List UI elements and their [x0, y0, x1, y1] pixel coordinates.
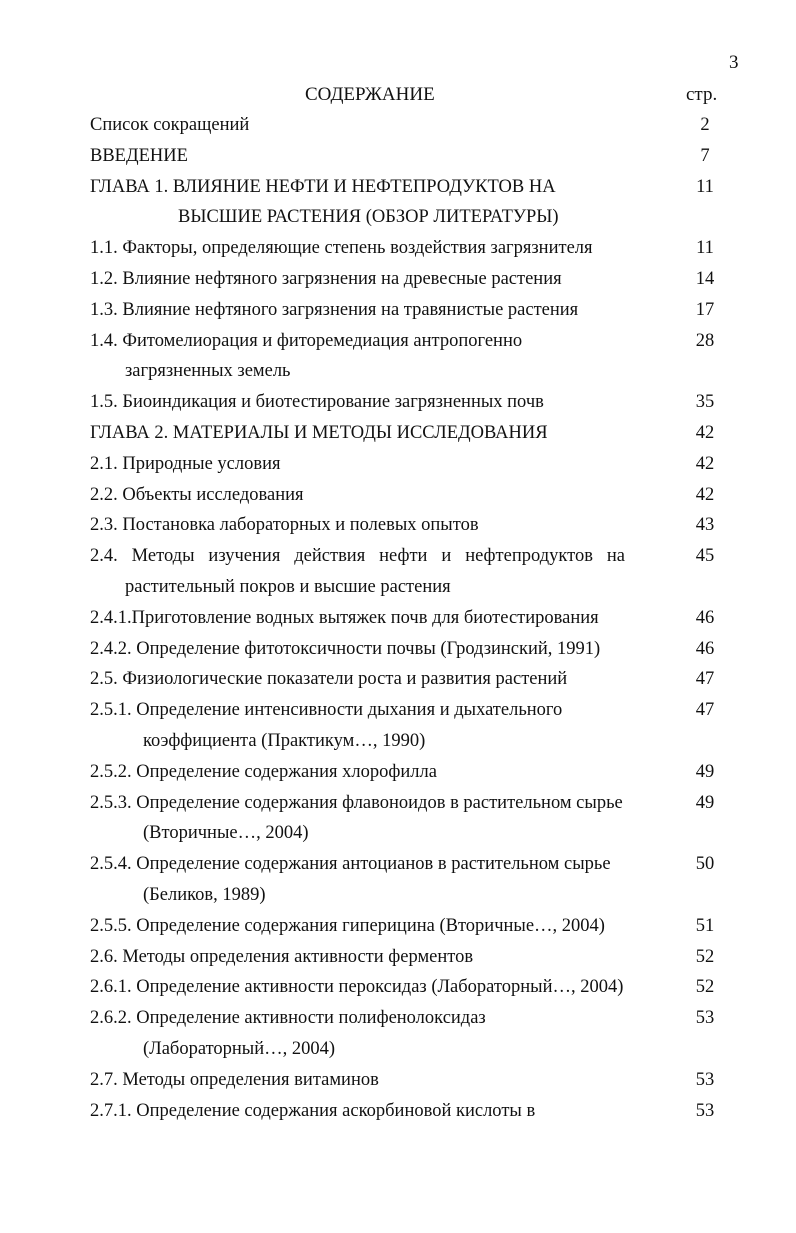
toc-entry-page: 7: [700, 145, 710, 166]
toc-entry-title: 1.5. Биоиндикация и биотестирование загрязненных почв: [90, 392, 544, 413]
toc-entry-page: 35: [695, 392, 715, 413]
toc-entry: [0, 942, 796, 973]
toc-entry: [0, 480, 796, 511]
toc-entry-title: ВЫСШИЕ РАСТЕНИЯ (ОБЗОР ЛИТЕРАТУРЫ): [178, 207, 559, 228]
toc-entry-title: 2.5.3. Определение содержания флавоноидов в растительном сырье: [90, 792, 623, 813]
toc-entry: [0, 972, 796, 1003]
toc-entry-continuation: [0, 726, 796, 757]
toc-entry-title: 2.1. Природные условия: [90, 453, 281, 474]
page-title: СОДЕРЖАНИЕ: [305, 84, 435, 105]
toc-entry-page: 28: [695, 330, 715, 351]
toc-entry-title: (Лабораторный…, 2004): [143, 1038, 336, 1059]
toc-entry-page: 11: [696, 238, 714, 259]
toc-entry-page: 52: [695, 946, 715, 967]
toc-entry: [0, 541, 796, 572]
toc-entry-title: 2.7.1. Определение содержания аскорбиновой кислоты в: [90, 1100, 536, 1121]
toc-entry-page: 53: [695, 1100, 715, 1121]
toc-entry-page: 49: [695, 761, 715, 782]
toc-entry: [0, 1096, 796, 1127]
toc-entry: [0, 634, 796, 665]
toc-entry-title: 1.1. Факторы, определяющие степень воздействия загрязнителя: [90, 238, 593, 259]
toc-entry-page: 49: [695, 792, 715, 813]
toc-entry: [0, 172, 796, 203]
toc-entry: [0, 110, 796, 141]
toc-entry: [0, 1065, 796, 1096]
toc-entry-title: 2.4.2. Определение фитотоксичности почвы (Гродзинский, 1991): [90, 638, 601, 659]
toc-entry-page: 17: [695, 299, 715, 320]
toc-entry-title: коэффициента (Практикум…, 1990): [143, 730, 426, 751]
toc-entry: [0, 849, 796, 880]
toc-entry-page: 42: [695, 422, 715, 443]
toc-entry-page: 46: [695, 638, 715, 659]
toc-entry-page: 2: [700, 115, 710, 135]
toc-entry-page: 53: [695, 1069, 715, 1090]
toc-entry-page: 47: [695, 700, 715, 721]
toc-entry-continuation: [0, 356, 796, 387]
toc-entry: [0, 603, 796, 634]
toc-entry-continuation: [0, 818, 796, 849]
toc-entry-page: 51: [695, 915, 715, 936]
toc-entry-page: 43: [695, 515, 715, 536]
toc-entry-title: ГЛАВА 1. ВЛИЯНИЕ НЕФТИ И НЕФТЕПРОДУКТОВ НА: [90, 176, 556, 197]
toc-entry-title: 1.2. Влияние нефтяного загрязнения на древесные растения: [90, 268, 562, 289]
toc-entry: [0, 510, 796, 541]
page-number: 3: [729, 52, 739, 73]
toc-entry: [0, 141, 796, 172]
toc-entry-title: 1.3. Влияние нефтяного загрязнения на травянистые растения: [90, 299, 579, 320]
toc-entry-continuation: [0, 572, 796, 603]
toc-entry-continuation: [0, 880, 796, 911]
toc-entry-page: 14: [695, 268, 715, 289]
toc-entry: [0, 387, 796, 418]
toc-entry: [0, 326, 796, 357]
toc-entry-title: 2.5.2. Определение содержания хлорофилла: [90, 761, 437, 782]
toc-entry-page: 42: [695, 453, 715, 474]
toc-entry: [0, 757, 796, 788]
toc-entry-page: 42: [695, 484, 715, 505]
toc-entry: [0, 295, 796, 326]
toc-entry: [0, 233, 796, 264]
toc-entry-title: загрязненных земель: [125, 361, 291, 382]
toc-entry-title: Список сокращений: [90, 115, 250, 135]
toc-entry: [0, 418, 796, 449]
table-of-contents: [0, 110, 796, 1126]
toc-entry: [0, 695, 796, 726]
toc-entry-page: 11: [696, 176, 714, 197]
toc-entry-title: растительный покров и высшие растения: [125, 576, 451, 597]
toc-entry-title: (Беликов, 1989): [143, 884, 266, 905]
toc-entry-title: 2.5.4. Определение содержания антоцианов в растительном сырье: [90, 854, 611, 875]
toc-entry: [0, 664, 796, 695]
toc-entry-title: 2.6.2. Определение активности полифенолоксидаз: [90, 1008, 486, 1029]
toc-entry-continuation: [0, 202, 796, 233]
toc-entry-title: 2.5. Физиологические показатели роста и развития растений: [90, 669, 568, 690]
toc-entry-title: 2.4. Методы изучения действия нефти и нефтепродуктов на: [90, 546, 625, 567]
toc-entry-title: 2.7. Методы определения витаминов: [90, 1069, 379, 1090]
page-column-label: стр.: [686, 84, 718, 105]
toc-entry-title: 2.2. Объекты исследования: [90, 484, 304, 505]
toc-entry: [0, 264, 796, 295]
toc-entry: [0, 788, 796, 819]
toc-entry-title: 2.6. Методы определения активности ферментов: [90, 946, 474, 967]
toc-entry: [0, 1003, 796, 1034]
toc-entry-page: 47: [695, 669, 715, 690]
toc-entry-page: 45: [695, 546, 715, 567]
toc-entry-title: ВВЕДЕНИЕ: [90, 145, 188, 166]
toc-entry-title: ГЛАВА 2. МАТЕРИАЛЫ И МЕТОДЫ ИССЛЕДОВАНИЯ: [90, 422, 548, 443]
toc-entry-title: (Вторичные…, 2004): [143, 823, 309, 844]
toc-entry: [0, 449, 796, 480]
toc-entry-title: 1.4. Фитомелиорация и фиторемедиация антропогенно: [90, 330, 523, 351]
toc-entry-page: 46: [695, 607, 715, 628]
toc-entry-page: 53: [695, 1008, 715, 1029]
toc-entry-title: 2.5.1. Определение интенсивности дыхания и дыхательного: [90, 700, 563, 721]
toc-entry-page: 50: [695, 854, 715, 875]
toc-entry: [0, 911, 796, 942]
toc-entry-page: 52: [695, 977, 715, 998]
toc-entry-continuation: [0, 1034, 796, 1065]
toc-entry-title: 2.5.5. Определение содержания гиперицина (Вторичные…, 2004): [90, 915, 605, 936]
toc-entry-title: 2.6.1. Определение активности пероксидаз (Лабораторный…, 2004): [90, 977, 624, 998]
toc-entry-title: 2.4.1.Приготовление водных вытяжек почв для биотестирования: [90, 607, 599, 628]
toc-entry-title: 2.3. Постановка лабораторных и полевых опытов: [90, 515, 479, 536]
